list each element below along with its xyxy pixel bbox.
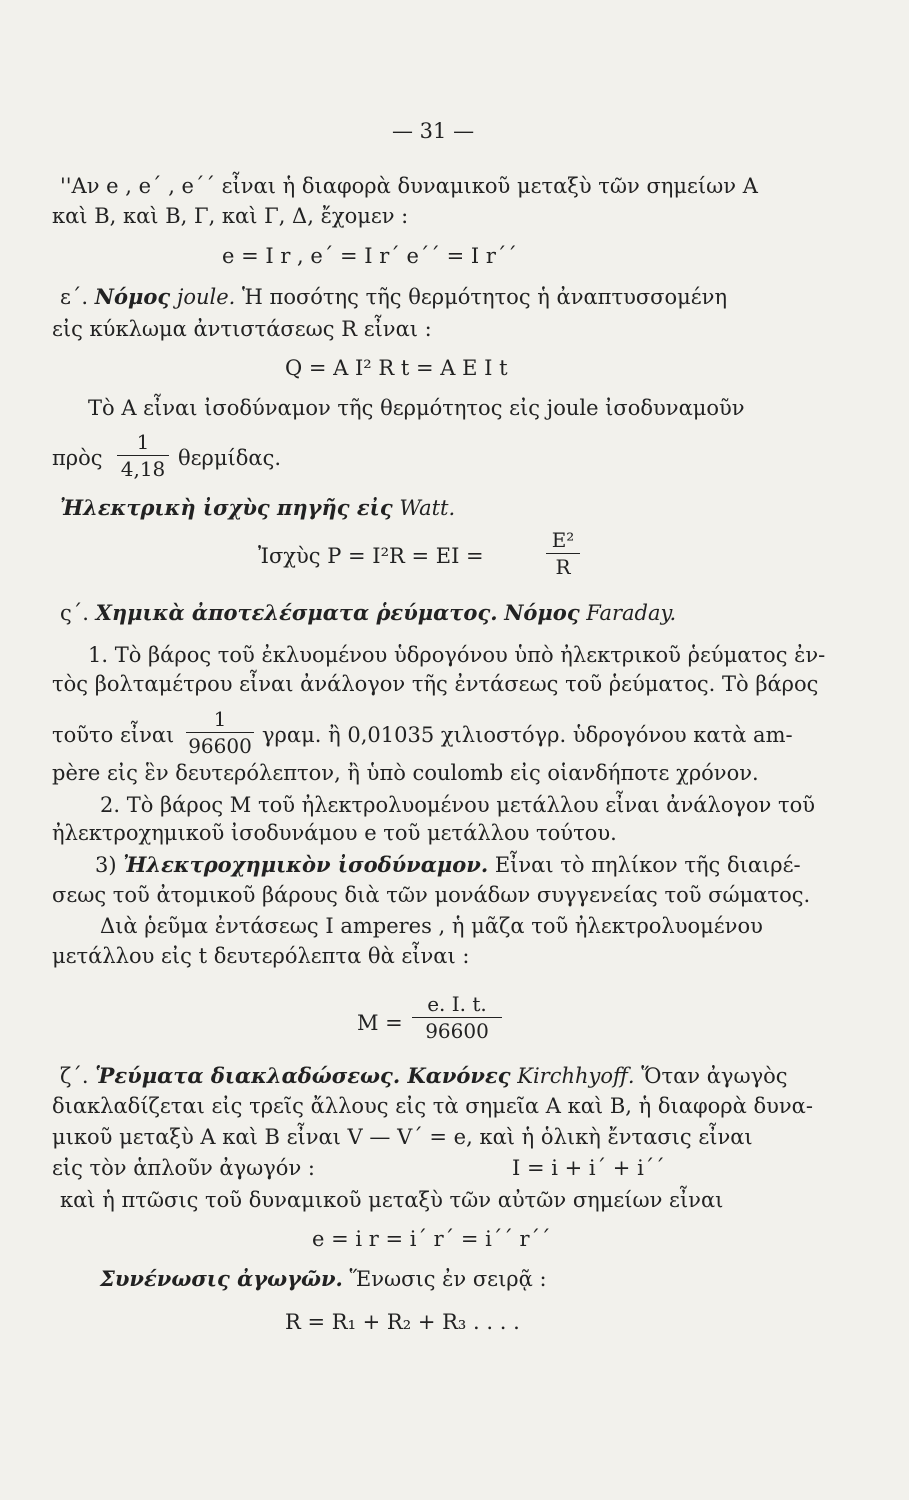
denominator: 96600 [425, 1019, 489, 1043]
text-line: ''Αν e , e΄ , e΄΄ εἶναι ἡ διαφορὰ δυναμικοῦ μεταξὺ τῶν σημείων Α [60, 174, 758, 198]
denominator: 4,18 [120, 457, 166, 481]
section-number: 3) [95, 853, 117, 877]
section-number: ς΄. [60, 601, 89, 625]
numerator: E² [551, 528, 575, 552]
equation: e = I r , e΄ = I r΄ e΄΄ = I r΄΄ [222, 244, 517, 268]
equation: Q = A I² R t = A E I t [285, 356, 508, 380]
heading-title: Faraday. [586, 601, 677, 625]
fraction-bar [412, 1017, 502, 1018]
heading-title: joule. [176, 285, 236, 309]
text-line: μετάλλου εἰς t δευτερόλεπτα θὰ εἶναι : [52, 944, 470, 968]
text-line: Εἶναι τὸ πηλίκον τῆς διαιρέ- [494, 853, 801, 877]
text-line: σεως τοῦ ἀτομικοῦ βάρους διὰ τῶν μονάδων συγγενείας τοῦ σώματος. [52, 883, 811, 907]
text-line: τὸς βολταμέτρου εἶναι ἀνάλογον τῆς ἐντάσεως τοῦ ῥεύματος. Τὸ βάρος [52, 672, 819, 696]
section-heading [95, 852, 801, 878]
fraction-bar [186, 732, 254, 733]
heading-title: Ἠλεκτρικὴ ἰσχὺς πηγῆς εἰς [60, 495, 393, 520]
text-line: Τὸ Α εἶναι ἰσοδύναμον τῆς θερμότητος εἰς joule ἰσοδυναμοῦν [88, 396, 745, 420]
heading-title: Συνένωσις ἀγωγῶν. [100, 1266, 343, 1291]
text-line: 1. Τὸ βάρος τοῦ ἐκλυομένου ὑδρογόνου ὑπὸ ἠλεκτρικοῦ ῥεύματος ἐν- [88, 643, 826, 667]
numerator: e. I. t. [427, 992, 487, 1016]
section-heading [60, 600, 676, 626]
text-line: πρὸς [52, 446, 103, 470]
fraction [186, 707, 254, 758]
heading-title: Ῥεύματα διακλαδώσεως. Κανόνες [95, 1063, 511, 1088]
text-line: Διὰ ῥεῦμα ἐντάσεως I amperes , ἡ μᾶζα τοῦ ἠλεκτρολυομένου [100, 914, 763, 938]
section-number: ε΄. [60, 285, 89, 309]
text-line: διακλαδίζεται εἰς τρεῖς ἄλλους εἰς τὰ σημεῖα Α καὶ Β, ἡ διαφορὰ δυνα- [52, 1094, 813, 1118]
equation: R = R₁ + R₂ + R₃ . . . . [285, 1310, 520, 1334]
section-heading [100, 1266, 547, 1292]
text-line: μικοῦ μεταξὺ Α καὶ Β εἶναι V — V΄ = e, καὶ ἡ ὁλικὴ ἔντασις εἶναι [52, 1125, 753, 1149]
equation: e = i r = i΄ r΄ = i΄΄ r΄΄ [312, 1227, 551, 1251]
text-line: τοῦτο εἶναι [52, 723, 175, 747]
fraction-bar [546, 553, 580, 554]
text-line: Ἕνωσις ἐν σειρᾷ : [349, 1267, 547, 1291]
equation: I = i + i΄ + i΄΄ [512, 1156, 665, 1180]
text-line: εἰς κύκλωμα ἀντιστάσεως R εἶναι : [52, 317, 432, 341]
denominator: R [555, 555, 571, 579]
text-line: ἠλεκτροχημικοῦ ἰσοδυνάμου e τοῦ μετάλλου τούτου. [52, 821, 617, 845]
section-heading [60, 495, 455, 521]
numerator: 1 [213, 707, 227, 731]
text-line: καὶ ἡ πτῶσις τοῦ δυναμικοῦ μεταξὺ τῶν αὐτῶν σημείων εἶναι [60, 1188, 724, 1212]
equation: Ἰσχὺς P = I²R = EI = [258, 544, 484, 568]
numerator: 1 [136, 430, 150, 454]
section-heading [60, 1063, 788, 1089]
fraction-bar [117, 455, 169, 456]
equation: M = [357, 1011, 403, 1035]
text-line: καὶ Β, καὶ Β, Γ, καὶ Γ, Δ, ἔχομεν : [52, 204, 409, 228]
fraction [117, 430, 169, 481]
text-line: γραμ. ἢ 0,01035 χιλιοστόγρ. ὑδρογόνου κατὰ am- [262, 723, 793, 747]
heading-title: Χημικὰ ἀποτελέσματα ῥεύματος. [95, 600, 498, 625]
heading-title: Νόμος [94, 284, 171, 309]
fraction [412, 992, 502, 1043]
text-line: Ὅταν ἀγωγὸς [641, 1064, 788, 1088]
text-line: père εἰς ἓν δευτερόλεπτον, ἢ ὑπὸ coulomb εἰς οἱανδήποτε χρόνον. [52, 761, 759, 785]
section-heading [60, 284, 727, 310]
text-line: εἰς τὸν ἁπλοῦν ἀγωγόν : [52, 1156, 315, 1180]
fraction [546, 528, 580, 579]
text-line: 2. Τὸ βάρος Μ τοῦ ἠλεκτρολυομένου μετάλλου εἶναι ἀνάλογον τοῦ [100, 793, 816, 817]
page-number: — 31 — [392, 119, 475, 143]
denominator: 96600 [188, 734, 252, 758]
heading-title: Kirchhyoff. [517, 1064, 635, 1088]
heading-title: Νόμος [504, 600, 580, 625]
text-line: θερμίδας. [178, 446, 282, 470]
heading-title: Ἠλεκτροχημικὸν ἰσοδύναμον. [123, 852, 489, 877]
text-line: Ἡ ποσότης τῆς θερμότητος ἡ ἀναπτυσσομένη [242, 285, 728, 309]
heading-title: Watt. [399, 496, 456, 520]
section-number: ζ΄. [60, 1064, 89, 1088]
